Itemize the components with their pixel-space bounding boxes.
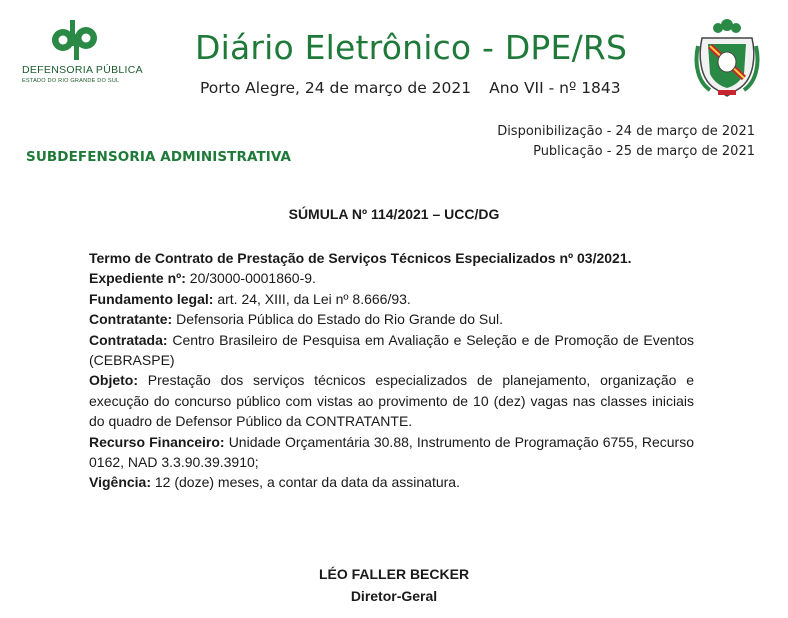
contratada-line bbox=[89, 330, 694, 371]
objeto-value: Prestação dos serviços técnicos especializados de planejamento, organização e execução do concurso público com vistas ao provimento de 10 (dez) vagas nas classes iniciais do quadro de Defensor Público da CONTRATANTE. bbox=[89, 372, 694, 430]
recurso-line bbox=[89, 432, 694, 473]
coat-of-arms-icon bbox=[694, 16, 760, 100]
logo-name: DEFENSORIA PÚBLICA bbox=[22, 64, 143, 76]
vigencia-label: Vigência: bbox=[89, 474, 151, 491]
issue-number: Ano VII - nº 1843 bbox=[489, 79, 621, 97]
contratante-line bbox=[89, 309, 694, 329]
fundamento-line bbox=[89, 289, 694, 309]
fundamento-label: Fundamento legal: bbox=[89, 290, 214, 307]
vigencia-line bbox=[89, 472, 694, 492]
page-title: Diário Eletrônico - DPE/RS bbox=[195, 28, 628, 67]
contratada-value: Centro Brasileiro de Pesquisa em Avaliação e Seleção e de Promoção de Eventos (CEBRASPE) bbox=[89, 331, 694, 369]
section-title: SUBDEFENSORIA ADMINISTRATIVA bbox=[26, 149, 292, 165]
expediente-label: Expediente nº: bbox=[89, 270, 186, 287]
objeto-label: Objeto: bbox=[89, 372, 138, 389]
contratante-label: Contratante: bbox=[89, 311, 173, 328]
defensoria-logo bbox=[22, 12, 143, 92]
contract-heading bbox=[89, 248, 694, 268]
sumula-title: SÚMULA Nº 114/2021 – UCC/DG bbox=[288, 206, 500, 222]
availability-date: Disponibilização - 24 de março de 2021 bbox=[497, 124, 755, 139]
contract-body bbox=[89, 248, 694, 493]
expediente-line bbox=[89, 268, 694, 288]
contratante-value: Defensoria Pública do Estado do Rio Grande do Sul. bbox=[172, 311, 503, 328]
objeto-line bbox=[89, 370, 694, 431]
fundamento-value: art. 24, XIII, da Lei nº 8.666/93. bbox=[213, 290, 411, 307]
expediente-value: 20/3000-0001860-9. bbox=[185, 270, 316, 287]
signer-name: LÉO FALLER BECKER bbox=[318, 566, 470, 582]
publication-date: Publicação - 25 de março de 2021 bbox=[533, 144, 755, 159]
contract-heading-text: Termo de Contrato de Prestação de Serviços Técnicos Especializados nº 03/2021. bbox=[89, 250, 632, 266]
edition-line bbox=[200, 79, 621, 97]
publication-dates bbox=[497, 122, 755, 162]
place-date: Porto Alegre, 24 de março de 2021 bbox=[200, 79, 472, 97]
vigencia-value: 12 (doze) meses, a contar da data da assinatura. bbox=[151, 474, 460, 491]
defensoria-logo-icon bbox=[50, 16, 100, 62]
recurso-label: Recurso Financeiro: bbox=[89, 433, 225, 450]
contratada-label: Contratada: bbox=[89, 331, 168, 348]
signer-role: Diretor-Geral bbox=[350, 588, 438, 604]
recurso-value: Unidade Orçamentária 30.88, Instrumento de Programação 6755, Recurso 0162, NAD 3.3.90.39.3910; bbox=[89, 433, 695, 471]
logo-subtitle: ESTADO DO RIO GRANDE DO SUL bbox=[22, 78, 120, 84]
